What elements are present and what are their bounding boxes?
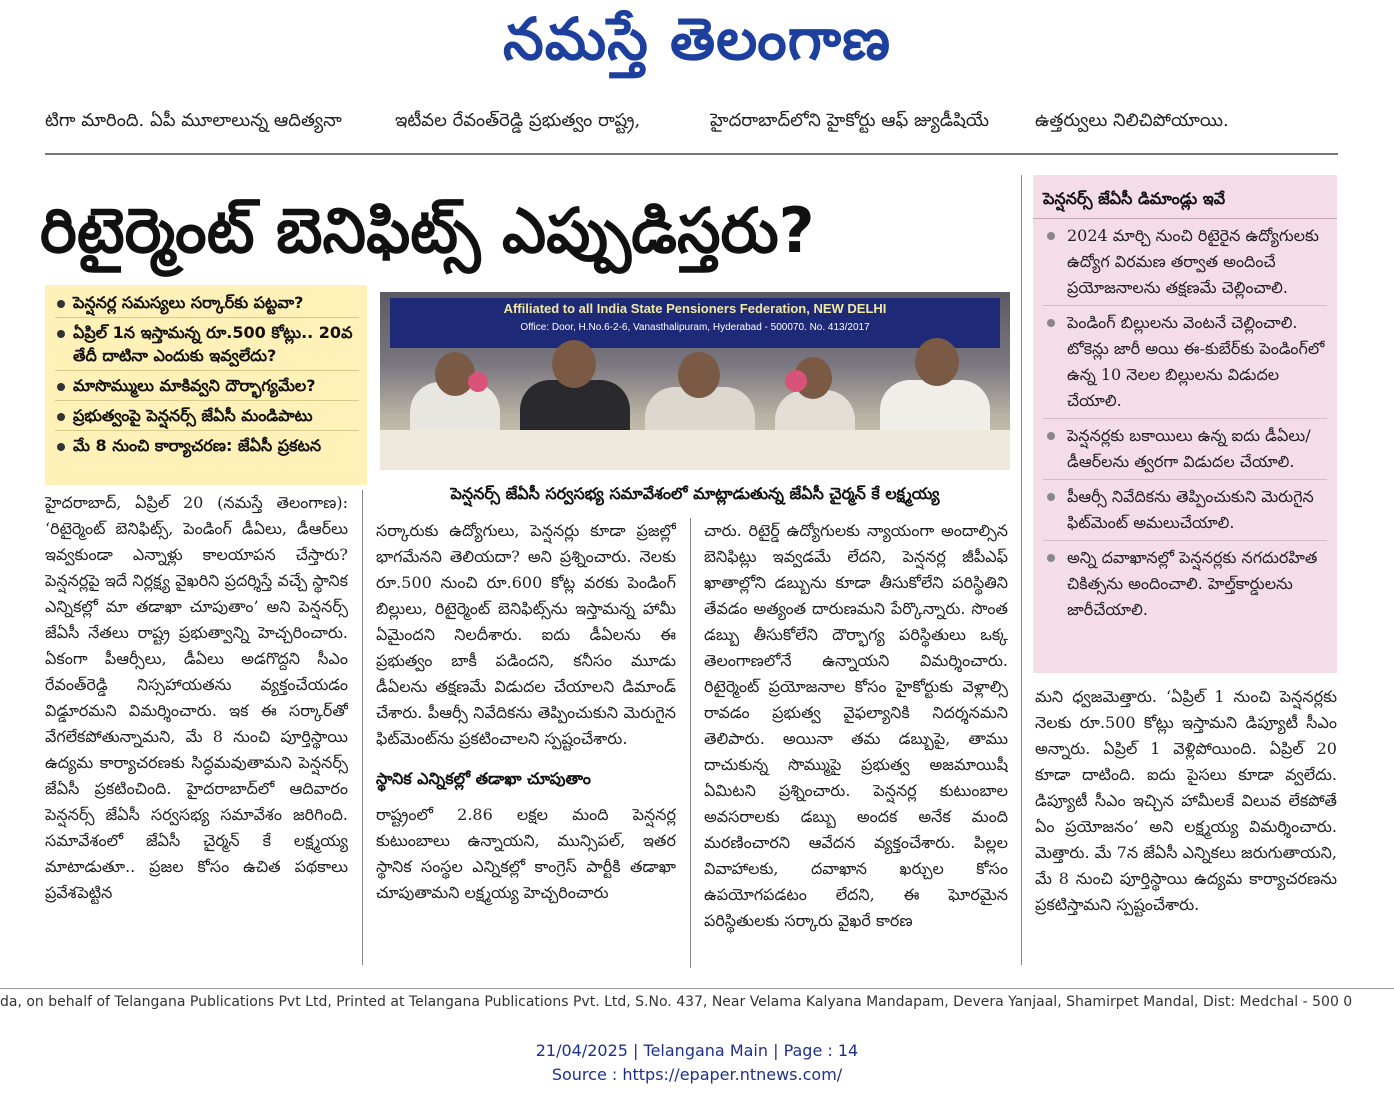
news-photo — [380, 292, 1010, 470]
print-imprint-faded — [0, 1016, 1394, 1028]
print-imprint: da, on behalf of Telangana Publications Pvt Ltd, Printed at Telangana Publications Pvt. Ltd, S.No. 437, Near Velama Kalyana Mandapam, Devera Yanjaal, Shamirpet Mandal, Dist: Medchal - 500 0 — [0, 988, 1394, 1017]
summary-point: ఏప్రిల్ 1న ఇస్తామన్న రూ.500 కోట్లు.. 20వ తేదీ దాటినా ఎందుకు ఇవ్వలేదు? — [55, 321, 359, 371]
edition-info: 21/04/2025 | Telangana Main | Page : 14 — [535, 1041, 859, 1060]
article-column-4 — [1035, 684, 1337, 969]
column-divider — [1021, 175, 1022, 965]
column-3-text: చారు. రిటైర్డ్ ఉద్యోగులకు న్యాయంగా అందాల్సిన బెనిఫిట్లు ఇవ్వడమే లేదని, పెన్షనర్ల జీపీఎఫ్ ఖాతాల్లోని డబ్బును కూడా తీసుకోలేని పరిస్థితిని తేవడం అత్యంత దారుణమని పేర్కొన్నారు. సొంత డబ్బు తీసుకోలేని దౌర్భాగ్య పరిస్థితులు ఒక్క తెలంగాణలోనే ఉన్నాయని విమర్శించారు. రిటైర్మెంట్ ప్రయోజనాల కోసం హైకోర్టుకు వెళ్లాల్సి రావడం ప్రభుత్వ వైఫల్యానికి నిదర్శనమని తెలిపారు. అయినా తమ డబ్బుపై, తాము దాచుకున్న సొమ్ముపై ప్రభుత్వ అజమాయిషీ ఏమిటని ప్రశ్నించారు. పెన్షనర్ల కుటుంబాల అవసరాలకు డబ్బు అందక అనేక మంది మరణించారని ఆవేదన వ్యక్తంచేశారు. పిల్లల వివాహాలకు, దవాఖాన ఖర్చుల కోసం ఉపయోగపడటం లేదని, ఈ ఘోరమైన పరిస్థితులకు సర్కారు వైఖరే కారణ — [704, 521, 1008, 930]
person-head — [552, 340, 596, 388]
masthead-logo: నమస్తే తెలంగాణ — [503, 5, 891, 73]
summary-point: మే 8 నుంచి కార్యాచరణ: జేఏసీ ప్రకటన — [55, 434, 359, 460]
top-strip-text-1: టిగా మారింది. ఏపీ మూలాలున్న ఆదిత్యనా — [45, 110, 342, 131]
demands-sidebar — [1033, 175, 1337, 673]
column-divider — [690, 518, 691, 968]
summary-box — [45, 285, 367, 485]
photo-banner-line-1: Affiliated to all India State Pensioners Federation, NEW DELHI — [503, 301, 887, 316]
article-column-2 — [376, 518, 676, 968]
flower-decoration — [785, 370, 807, 392]
photo-caption: పెన్షనర్స్ జేఏసీ సర్వసభ్య సమావేశంలో మాట్లాడుతున్న జేఏసీ చైర్మన్ కే లక్ష్మయ్య — [450, 484, 940, 503]
top-strip-text-3: హైదరాబాద్‌లోని హైకోర్టు ఆఫ్ జ్యుడీషియే — [710, 110, 989, 131]
sidebar-demand-item: పెన్షనర్లకు బకాయిలు ఉన్న ఐదు డీఏలు/డీఆర్‌లను త్వరగా విడుదల చేయాలి. — [1043, 423, 1327, 480]
sidebar-title: పెన్షనర్స్ జేఏసీ డిమాండ్లు ఇవే — [1033, 175, 1337, 219]
divider — [45, 153, 1338, 155]
photo-banner-line-2: Office: Door, H.No.6-2-6, Vanasthalipuram, Hyderabad - 500070. No. 413/2017 — [520, 322, 870, 333]
column-2-subheading: స్థానిక ఎన్నికల్లో తడాఖా చూపుతాం — [376, 769, 591, 788]
sidebar-demand-item: పెండింగ్ బిల్లులను వెంటనే చెల్లించాలి. టోకెన్లు జారీ అయి ఈ-కుబేర్‌కు పెండింగ్‌లో ఉన్న 10 నెలల బిల్లులను విడుదల చేయాలి. — [1043, 310, 1327, 419]
sidebar-demand-item: అన్ని దవాఖానల్లో పెన్షనర్లకు నగదురహిత చికిత్సను అందించాలి. హెల్త్‌కార్డులను జారీచేయాలి. — [1043, 545, 1327, 627]
top-strip-text-2: ఇటీవల రేవంత్‌రెడ్డి ప్రభుత్వం రాష్ట్ర, — [395, 110, 641, 131]
person-head — [678, 352, 720, 398]
source-link[interactable]: Source : https://epaper.ntnews.com/ — [551, 1065, 843, 1084]
article-column-1 — [45, 490, 348, 970]
sidebar-demand-item: 2024 మార్చి నుంచి రిటైరైన ఉద్యోగులకు ఉద్యోగ విరమణ తర్వాత అందించే ప్రయోజనాలను తక్షణమే చెల్లించాలి. — [1043, 223, 1327, 306]
person-head — [915, 338, 959, 386]
photo-banner — [390, 298, 1000, 348]
table-cloth — [380, 430, 1010, 470]
column-divider — [362, 490, 363, 965]
top-strip-text-4: ఉత్తర్వులు నిలిచిపోయాయి. — [1035, 110, 1229, 131]
summary-point: పెన్షనర్ల సమస్యలు సర్కార్‌కు పట్టవా? — [55, 291, 359, 318]
article-headline: రిటైర్మెంట్ బెనిఫిట్స్ ఎప్పుడిస్తరు? — [40, 194, 815, 267]
column-2-text-continued: రాష్ట్రంలో 2.86 లక్షల మంది పెన్షనర్ల కుటుంబాలు ఉన్నాయని, మున్సిపల్, ఇతర స్థానిక సంస్థల ఎన్నికల్లో కాంగ్రెస్ పార్టీకి తడాఖా చూపుతామని లక్ష్మయ్య హెచ్చరించారు — [376, 805, 676, 902]
column-1-text: హైదరాబాద్, ఏప్రిల్ 20 (నమస్తే తెలంగాణ): ‘రిటైర్మెంట్ బెనిఫిట్స్, పెండింగ్ డీఏలు, డీఆర్‌లు ఇవ్వకుండా ఎన్నాళ్లు కాలయాపన చేస్తారు? పెన్షనర్లపై ఇదే నిర్లక్ష్య వైఖరిని ప్రదర్శిస్తే వచ్చే స్థానిక ఎన్నికల్లో మా తడాఖా చూపుతాం’ అని పెన్షనర్స్ జేఏసీ నేతలు రాష్ట్ర ప్రభుత్వాన్ని హెచ్చరించారు. ఏకంగా పీఆర్సీలు, డీఏలు అడగొద్దని సీఎం రేవంత్‌రెడ్డి నిస్సహాయతను వ్యక్తంచేయడం విడ్డూరమని విమర్శించారు. ఇక ఈ సర్కార్‌తో వేగలేకపోతున్నామని, మే 8 నుంచి పూర్తిస్థాయి ఉద్యమ కార్యాచరణకు సిద్ధమవుతామని పెన్షనర్స్ జేఏసీ ప్రకటించింది. హైదరాబాద్‌లో ఆదివారం పెన్షనర్స్ జేఏసీ సర్వసభ్య సమావేశం జరిగింది. సమావేశంలో జేఏసీ చైర్మన్ కే లక్ష్మయ్య మాటాడుతూ.. ప్రజల కోసం ఉచిత పథకాలు ప్రవేశపెట్టిన — [45, 493, 348, 902]
summary-point: మాసొమ్ములు మాకివ్వని దౌర్భాగ్యమేల? — [55, 374, 359, 401]
article-column-3 — [704, 518, 1008, 968]
column-4-text: మని ధ్వజమెత్తారు. ‘ఏప్రిల్ 1 నుంచి పెన్షనర్లకు నెలకు రూ.500 కోట్లు ఇస్తామని డిప్యూటీ సీఎం అన్నారు. ఏప్రిల్ 1 వెళ్లిపోయింది. ఏప్రిల్ 20 కూడా దాటింది. ఐదు పైసలు కూడా వ్వలేదు. డిప్యూటీ సీఎం ఇచ్చిన హామీలకే విలువ లేకపోతే ఏం ప్రయోజనం’ అని లక్ష్మయ్య విమర్శించారు. మెత్తారు. మే 7న జేఏసీ ఎన్నికలు జరుగుతాయని, మే 8 నుంచి పూర్తిస్థాయి ఉద్యమ కార్యాచరణను ప్రకటిస్తామని స్పష్టంచేశారు. — [1035, 687, 1337, 914]
sidebar-demand-item: పీఆర్సీ నివేదికను తెప్పించుకుని మెరుగైన ఫిట్‌మెంట్ అమలుచేయాలి. — [1043, 484, 1327, 541]
summary-point: ప్రభుత్వంపై పెన్షనర్స్ జేఏసీ మండిపాటు — [55, 404, 359, 431]
flower-decoration — [468, 372, 488, 392]
person-head — [435, 352, 475, 396]
column-2-text: సర్కారుకు ఉద్యోగులు, పెన్షనర్లు కూడా ప్రజల్లో భాగమేనని తెలియదా? అని ప్రశ్నించారు. నెలకు రూ.500 నుంచి రూ.600 కోట్ల వరకు పెండింగ్ బిల్లులు, రిటైర్మెంట్ బెనిఫిట్స్‌ను ఇస్తామన్న హామీ ఏమైందని నిలదీశారు. ఐదు డీఏలను ఈ ప్రభుత్వం బాకీ పడిందని, కనీసం మూడు డీఏలను తక్షణమే విడుదల చేయాలని డిమాండ్ చేశారు. పీఆర్సీ నివేదికను తెప్పించుకుని మెరుగైన ఫిట్‌మెంట్‌ను ప్రకటించాలని స్పష్టంచేశారు. — [376, 521, 676, 748]
